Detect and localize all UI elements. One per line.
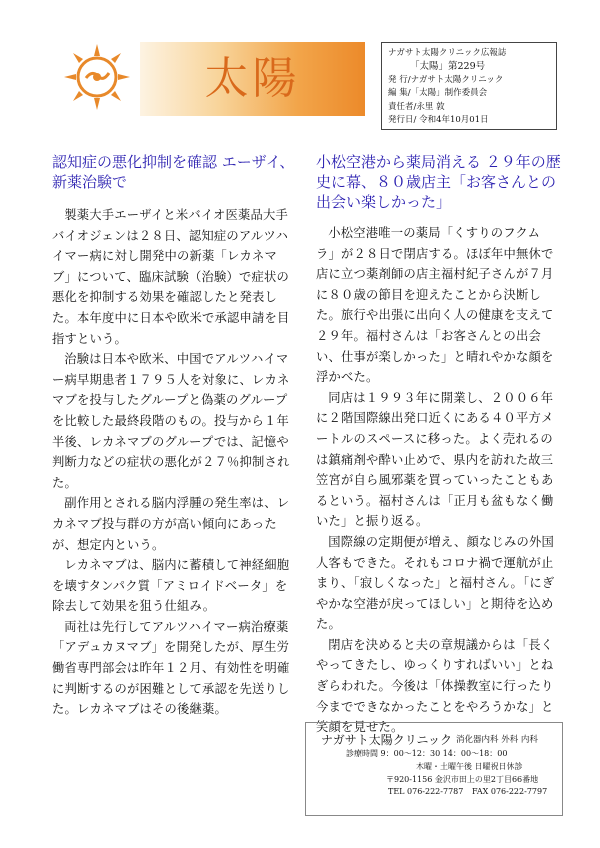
issuer-line: 発 行/ナガサト太陽クリニック (388, 74, 504, 85)
left-article-paragraph: レカネマブは、脳内に蓄積して神経細胞を壊すタンパク質「アミロイドベータ」を除去して効果を狙う仕組み。 (52, 558, 290, 614)
clinic-closed-days: 木曜・土曜午後 日曜祝日休診 (416, 762, 523, 771)
right-article-paragraph: 小松空港唯一の薬局「くすりのフクムラ」が２８日で閉店する。ほぼ年中無休で店に立つ薬剤師の店主福村紀子さんが７月に８０歳の節目を迎えたことから決断した。旅行や出張に出向く人の健康を支えて２９年。福村さんは「お客さんとの出会い、仕事が楽しかった」と晴れやかな顔を浮かべた。 (316, 226, 554, 385)
left-article-body (52, 205, 292, 720)
right-article-paragraph: 閉店を決めると夫の章規議からは「長くやってきたし、ゆっくりすればいい」とねぎらわれた。今後は「体操教室に行ったり今までできなかったことをやろうかな」と笑顔を見せた。 (316, 637, 554, 735)
clinic-tel: TEL 076-222-7787 (388, 787, 464, 796)
right-article-body (316, 223, 556, 738)
clinic-name: ナガサト太陽クリニック (321, 733, 453, 747)
right-article-title: 小松空港から薬局消える ２９年の歴史に幕、８０歳店主「お客さんとの出会い楽しかった」 (316, 153, 561, 211)
issue-number: 「太陽」第229号 (410, 61, 486, 73)
left-article-paragraph: 製薬大手エーザイと米バイオ医薬品大手バイオジェンは２８日、認知症のアルツハイマー病に対し開発中の新薬「レカネマブ」について、臨床試験（治験）で症状の悪化を抑制する効果を確認したと発表した。本年度中に日本や欧米で承認申請を目指すという。 (52, 208, 290, 346)
issue-date: 発行日/ 令和4年10月01日 (388, 115, 489, 126)
sun-logo-icon (62, 42, 132, 112)
publisher-line: ナガサト太陽クリニック広報誌 (388, 48, 507, 58)
clinic-info-box (305, 722, 563, 816)
right-article-paragraph: 国際線の定期便が増え、顔なじみの外国人客もできた。それもコロナ禍で運航が止まり、「寂しくなった」と福村さん。「にぎやかな空港が戻ってほしい」と期待を込めた。 (316, 534, 555, 632)
responsible-line: 責任者/永里 敦 (388, 101, 445, 112)
right-article-paragraph: 同店は１９９３年に開業し、２００６年に２階国際線出発口近くにある４０平方メートルのスペースに移った。よく売れるのは鎮痛剤や酔い止めで、県内を訪れた故三笠宮が自ら風邪薬を買っていったこともあるという。福村さんは「正月も盆もなく働いた」と振り返る。 (316, 390, 554, 529)
left-article-title: 認知症の悪化抑制を確認 エーザイ、新薬治験で (52, 153, 295, 191)
clinic-departments: 消化器内科 外科 内科 (456, 735, 538, 745)
editor-line: 編 集/「太陽」制作委員会 (388, 88, 488, 99)
title-banner (140, 42, 365, 116)
left-article-paragraph: 副作用とされる脳内浮腫の発生率は、レカネマブ投与群の方が高い傾向にあったが、想定内という。 (52, 496, 290, 552)
left-article-paragraph: 両社は先行してアルツハイマー病治療薬「アデュカヌマブ」を開発したが、厚生労働省専門部会は昨年１２月、有効性を明確に判断するのが困難として承認を先送りした。レカネマブはその後継薬。 (52, 619, 290, 717)
newsletter-title: 太陽 (204, 53, 301, 104)
publication-info-box (381, 42, 557, 130)
clinic-hours: 診療時間 9：00～12：30 14：00～18：00 (346, 749, 508, 758)
left-article-paragraph: 治験は日本や欧米、中国でアルツハイマー病早期患者１７９５人を対象に、レカネマブを投与したグループと偽薬のグループを比較した最終段階のもの。投与から１年半後、レカネマブのグループでは、記憶や判断力などの症状の悪化が２７％抑制された。 (52, 352, 290, 490)
clinic-address: 〒920-1156 金沢市田上の里2丁目66番地 (386, 775, 539, 784)
clinic-fax: FAX 076-222-7797 (472, 787, 548, 796)
